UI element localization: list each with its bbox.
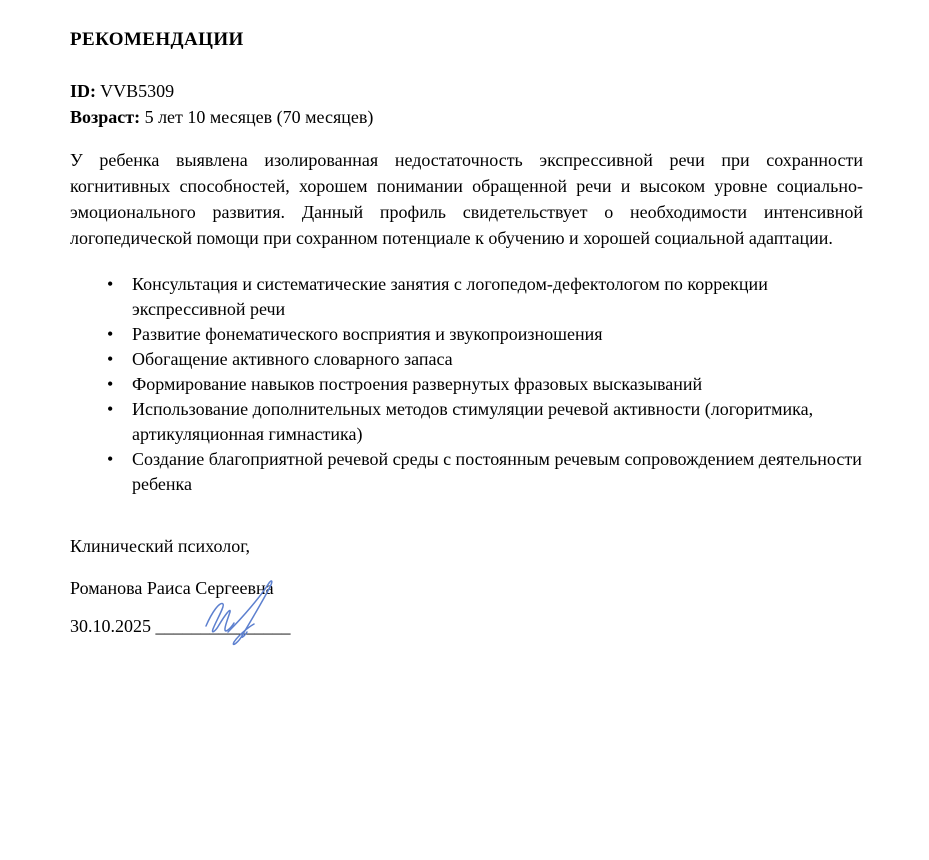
bullet-icon: • <box>107 374 114 394</box>
meta-block <box>70 78 863 130</box>
signature-line: _______________ <box>155 616 291 636</box>
age-label: Возраст: <box>70 107 141 127</box>
list-item <box>105 347 863 372</box>
list-item <box>105 322 863 347</box>
age-value: 5 лет 10 месяцев (70 месяцев) <box>140 107 374 127</box>
list-item <box>105 372 863 397</box>
list-item-text: Формирование навыков построения развернутых фразовых высказываний <box>132 374 703 394</box>
id-row <box>70 78 863 104</box>
page-title: РЕКОМЕНДАЦИИ <box>70 29 244 50</box>
signer-role: Клинический психолог, <box>70 536 251 556</box>
date-row <box>70 613 863 691</box>
summary-paragraph: У ребенка выявлена изолированная недостаточность экспрессивной речи при сохранности когнитивных способностей, хорошем понимании обращенной речи и высоком уровне социально-эмоционального развития. Данный профиль свидетельствует о необходимости интенсивной логопедической помощи при сохранном потенциале к обучению и хорошей социальной адаптации. <box>70 150 863 248</box>
list-item-text: Консультация и систематические занятия с логопедом-дефектологом по коррекции экспрессивной речи <box>132 274 768 319</box>
list-item-text: Обогащение активного словарного запаса <box>132 349 453 369</box>
list-item <box>105 447 863 497</box>
age-row <box>70 104 863 130</box>
bullet-icon: • <box>107 399 114 419</box>
list-item <box>105 397 863 447</box>
list-item-text: Использование дополнительных методов стимуляции речевой активности (логоритмика, артикуляционная гимнастика) <box>132 399 814 444</box>
date-value: 30.10.2025 <box>70 616 156 636</box>
id-value: VVB5309 <box>96 81 175 101</box>
list-item-text: Создание благоприятной речевой среды с постоянным речевым сопровождением деятельности ребенка <box>132 449 862 494</box>
bullet-icon: • <box>107 324 114 344</box>
bullet-icon: • <box>107 349 114 369</box>
bullet-icon: • <box>107 274 114 294</box>
id-label: ID: <box>70 81 96 101</box>
recommendations-list <box>70 272 863 497</box>
list-item <box>105 272 863 322</box>
bullet-icon: • <box>107 449 114 469</box>
signer-name: Романова Раиса Сергеевна <box>70 578 274 598</box>
list-item-text: Развитие фонематического восприятия и звукопроизношения <box>132 324 603 344</box>
